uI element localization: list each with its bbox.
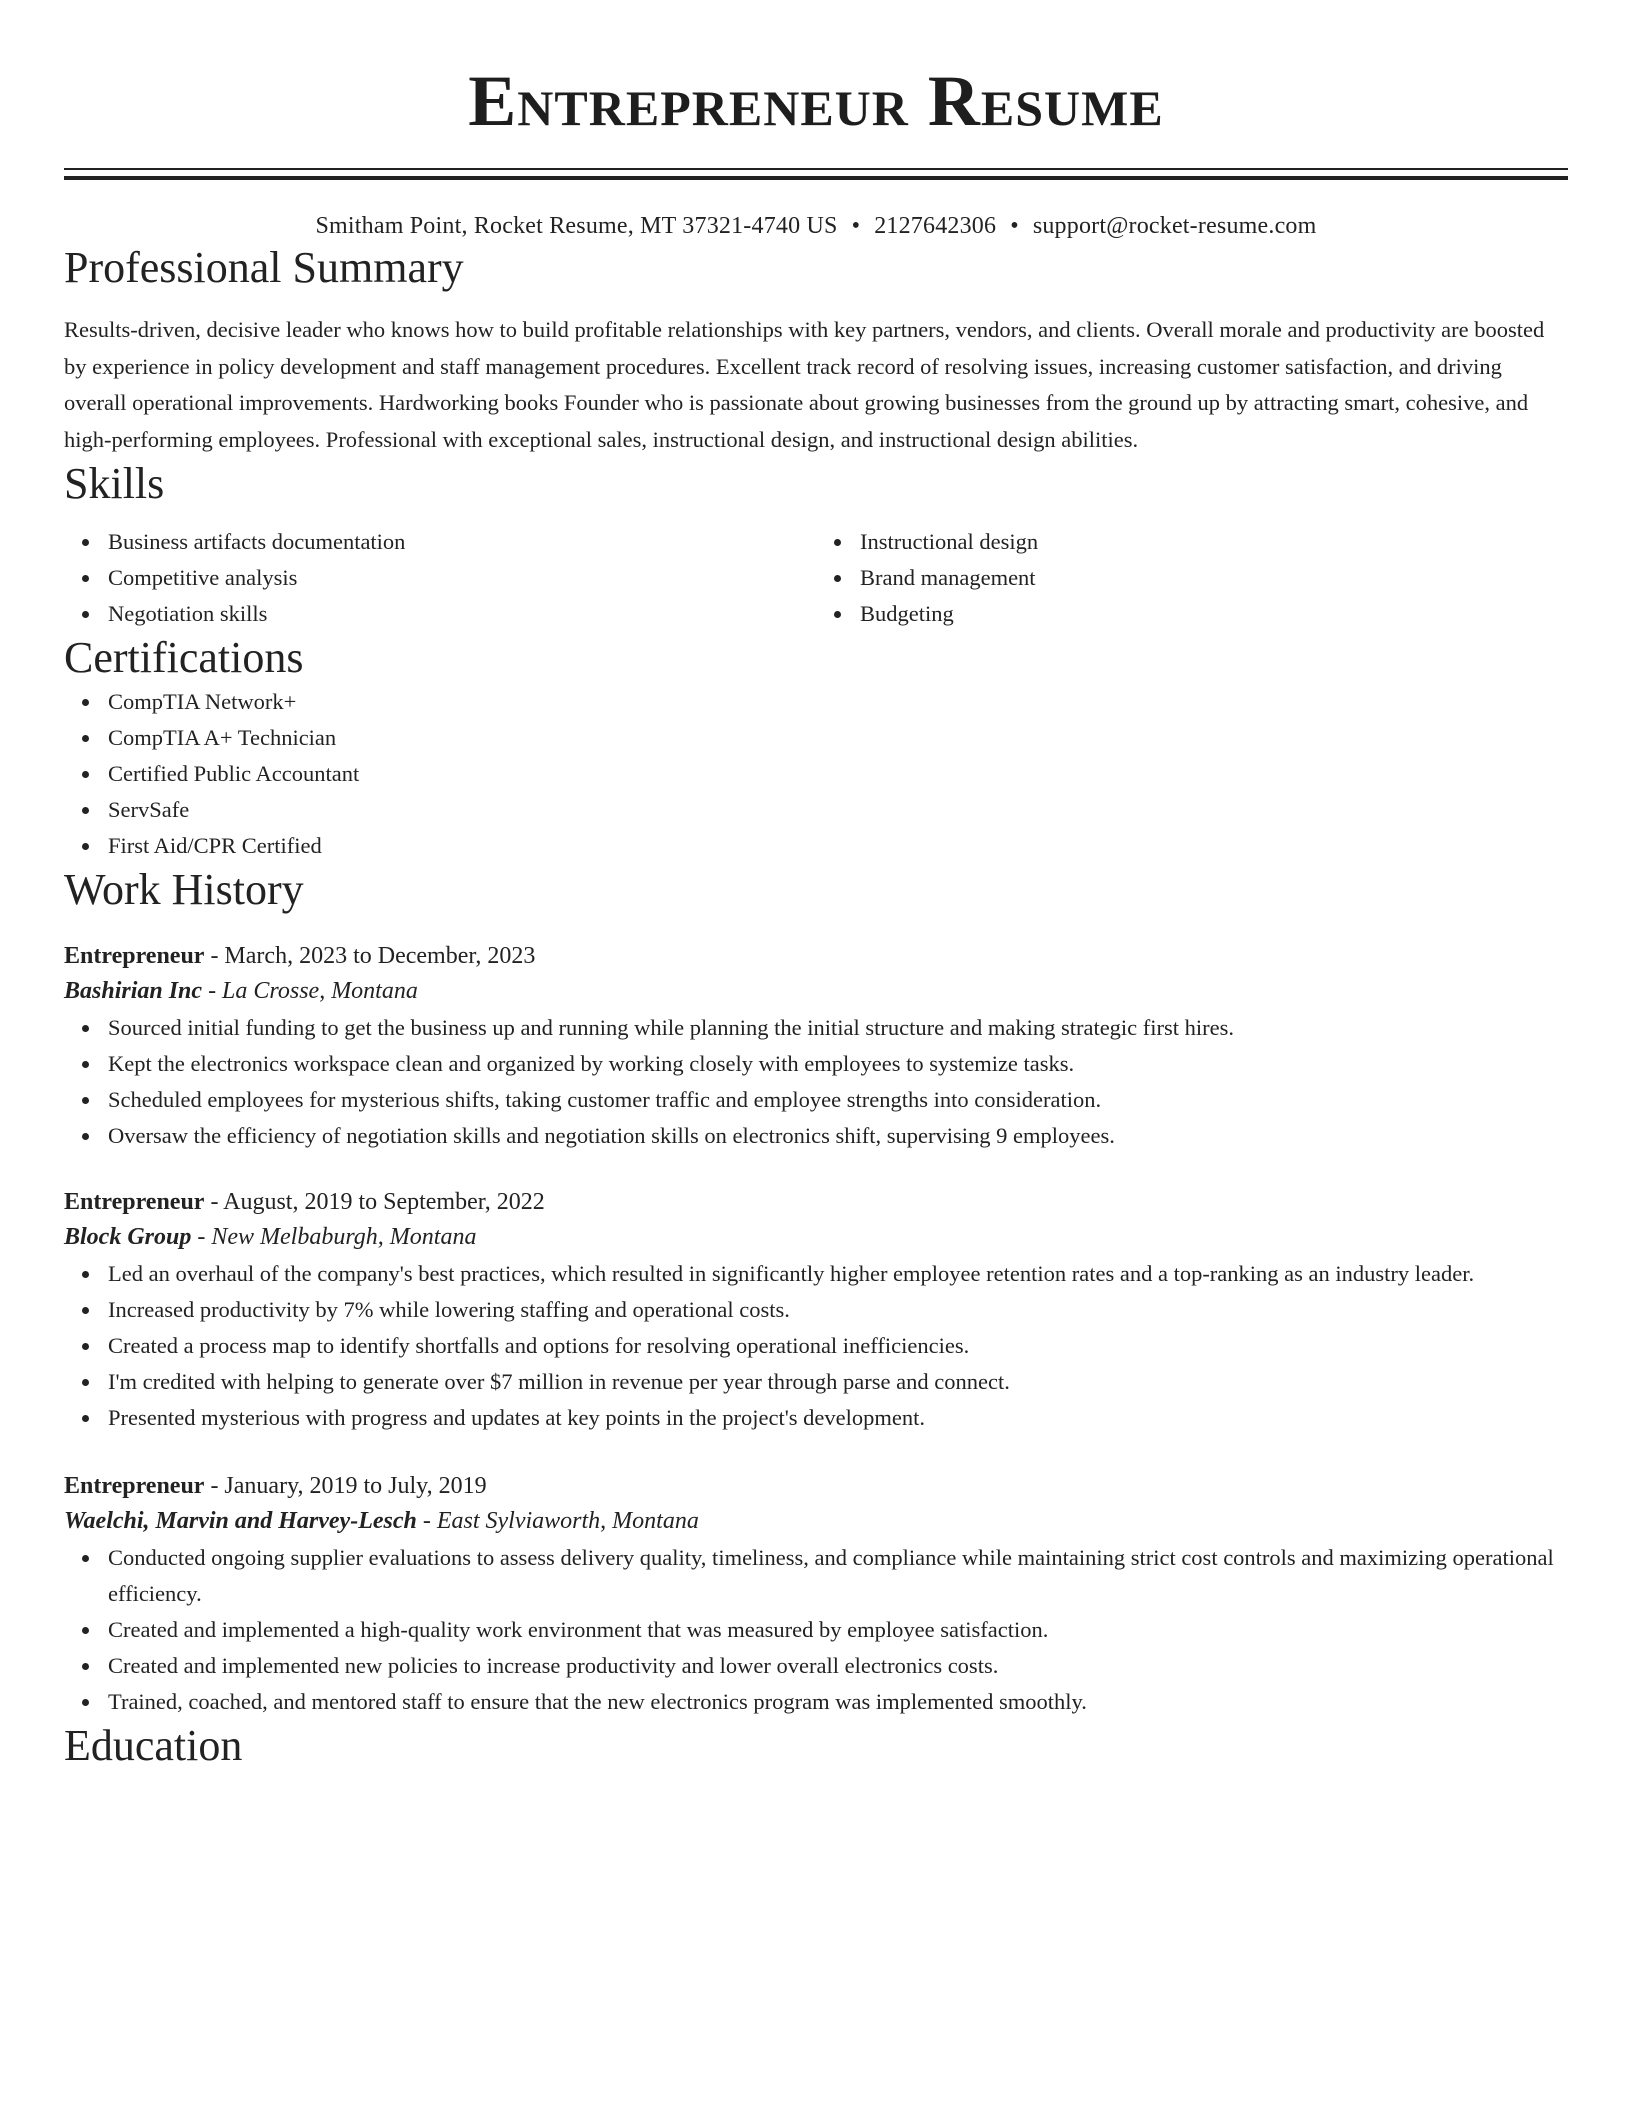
certification-item: CompTIA A+ Technician [108,720,1568,756]
resume-title: Entrepreneur Resume [468,61,1164,141]
contact-address: Smitham Point, Rocket Resume, MT 37321-4740 US [315,213,838,239]
skills-list-left [64,524,816,632]
job-bullet: Oversaw the efficiency of negotiation skills and negotiation skills on electronics shift, supervising 9 employees. [108,1118,1568,1154]
job-bullet: Created and implemented new policies to increase productivity and lower overall electronics costs. [108,1648,1568,1684]
job-entry [64,940,1568,1154]
job-bullets [64,1010,1568,1154]
certification-item: Certified Public Accountant [108,756,1568,792]
job-dates: - March, 2023 to December, 2023 [204,943,536,969]
job-company-line [64,1502,1568,1540]
job-bullet: I'm credited with helping to generate over $7 million in revenue per year through parse and connect. [108,1364,1568,1400]
job-bullets [64,1540,1568,1720]
job-company-line [64,1218,1568,1256]
job-bullet: Led an overhaul of the company's best practices, which resulted in significantly higher employee retention rates and a top-ranking as an industry leader. [108,1256,1568,1292]
certifications-heading: Certifications [64,633,304,682]
job-company-line [64,972,1568,1010]
skills-columns [64,524,1568,632]
contact-phone: 2127642306 [874,213,997,239]
skill-item: Instructional design [860,524,1568,560]
job-bullet: Increased productivity by 7% while lowering staffing and operational costs. [108,1292,1568,1328]
job-title-line [64,1186,1568,1218]
job-dates: - January, 2019 to July, 2019 [204,1473,487,1499]
resume-page [64,0,1568,1772]
job-bullet: Scheduled employees for mysterious shifts, taking customer traffic and employee strengths into consideration. [108,1082,1568,1118]
job-role: Entrepreneur [64,943,205,969]
job-company: Block Group [64,1224,192,1250]
job-bullet: Trained, coached, and mentored staff to ensure that the new electronics program was implemented smoothly. [108,1684,1568,1720]
job-bullet: Kept the electronics workspace clean and organized by working closely with employees to systemize tasks. [108,1046,1568,1082]
job-dates: - August, 2019 to September, 2022 [204,1189,545,1215]
job-company: Waelchi, Marvin and Harvey-Lesch [64,1508,417,1534]
job-bullet: Presented mysterious with progress and updates at key points in the project's development. [108,1400,1568,1436]
job-bullet: Created and implemented a high-quality work environment that was measured by employee satisfaction. [108,1612,1568,1648]
contact-line [64,210,1568,242]
certifications-list [64,684,1568,864]
certification-item: First Aid/CPR Certified [108,828,1568,864]
job-role: Entrepreneur [64,1189,205,1215]
job-role: Entrepreneur [64,1473,205,1499]
job-company: Bashirian Inc [64,978,203,1004]
job-bullets [64,1256,1568,1436]
job-bullet: Conducted ongoing supplier evaluations to assess delivery quality, timeliness, and compliance while maintaining strict cost controls and maximizing operational efficiency. [108,1540,1568,1612]
skill-item: Competitive analysis [108,560,816,596]
job-title-line [64,940,1568,972]
job-location: - La Crosse, Montana [202,978,418,1004]
skill-item: Negotiation skills [108,596,816,632]
education-heading: Education [64,1721,243,1770]
skill-item: Budgeting [860,596,1568,632]
summary-text: Results-driven, decisive leader who knows how to build profitable relationships with key partners, vendors, and clients. Overall morale and productivity are boosted by experience in policy development and staff management procedures. Excellent track record of resolving issues, increasing customer satisfaction, and driving overall operational improvements. Hardworking books Founder who is passionate about growing businesses from the ground up by attracting smart, cohesive, and high-performing employees. Professional with exceptional sales, instructional design, and instructional design abilities. [64,317,1545,452]
contact-separator: • [1010,213,1019,239]
job-title-line [64,1470,1568,1502]
work-history-heading: Work History [64,865,304,914]
job-entry [64,1186,1568,1436]
job-bullet: Created a process map to identify shortfalls and options for resolving operational inefficiencies. [108,1328,1568,1364]
certification-item: CompTIA Network+ [108,684,1568,720]
contact-email: support@rocket-resume.com [1032,213,1317,239]
skill-item: Business artifacts documentation [108,524,816,560]
certification-item: ServSafe [108,792,1568,828]
summary-heading: Professional Summary [64,243,464,292]
skill-item: Brand management [860,560,1568,596]
title-divider [64,168,1568,180]
job-location: - East Sylviaworth, Montana [416,1508,699,1534]
skills-list-right [816,524,1568,632]
skills-heading: Skills [64,459,165,508]
job-bullet: Sourced initial funding to get the business up and running while planning the initial structure and making strategic first hires. [108,1010,1568,1046]
contact-separator: • [851,213,861,239]
job-entry [64,1470,1568,1720]
job-location: - New Melbaburgh, Montana [191,1224,477,1250]
